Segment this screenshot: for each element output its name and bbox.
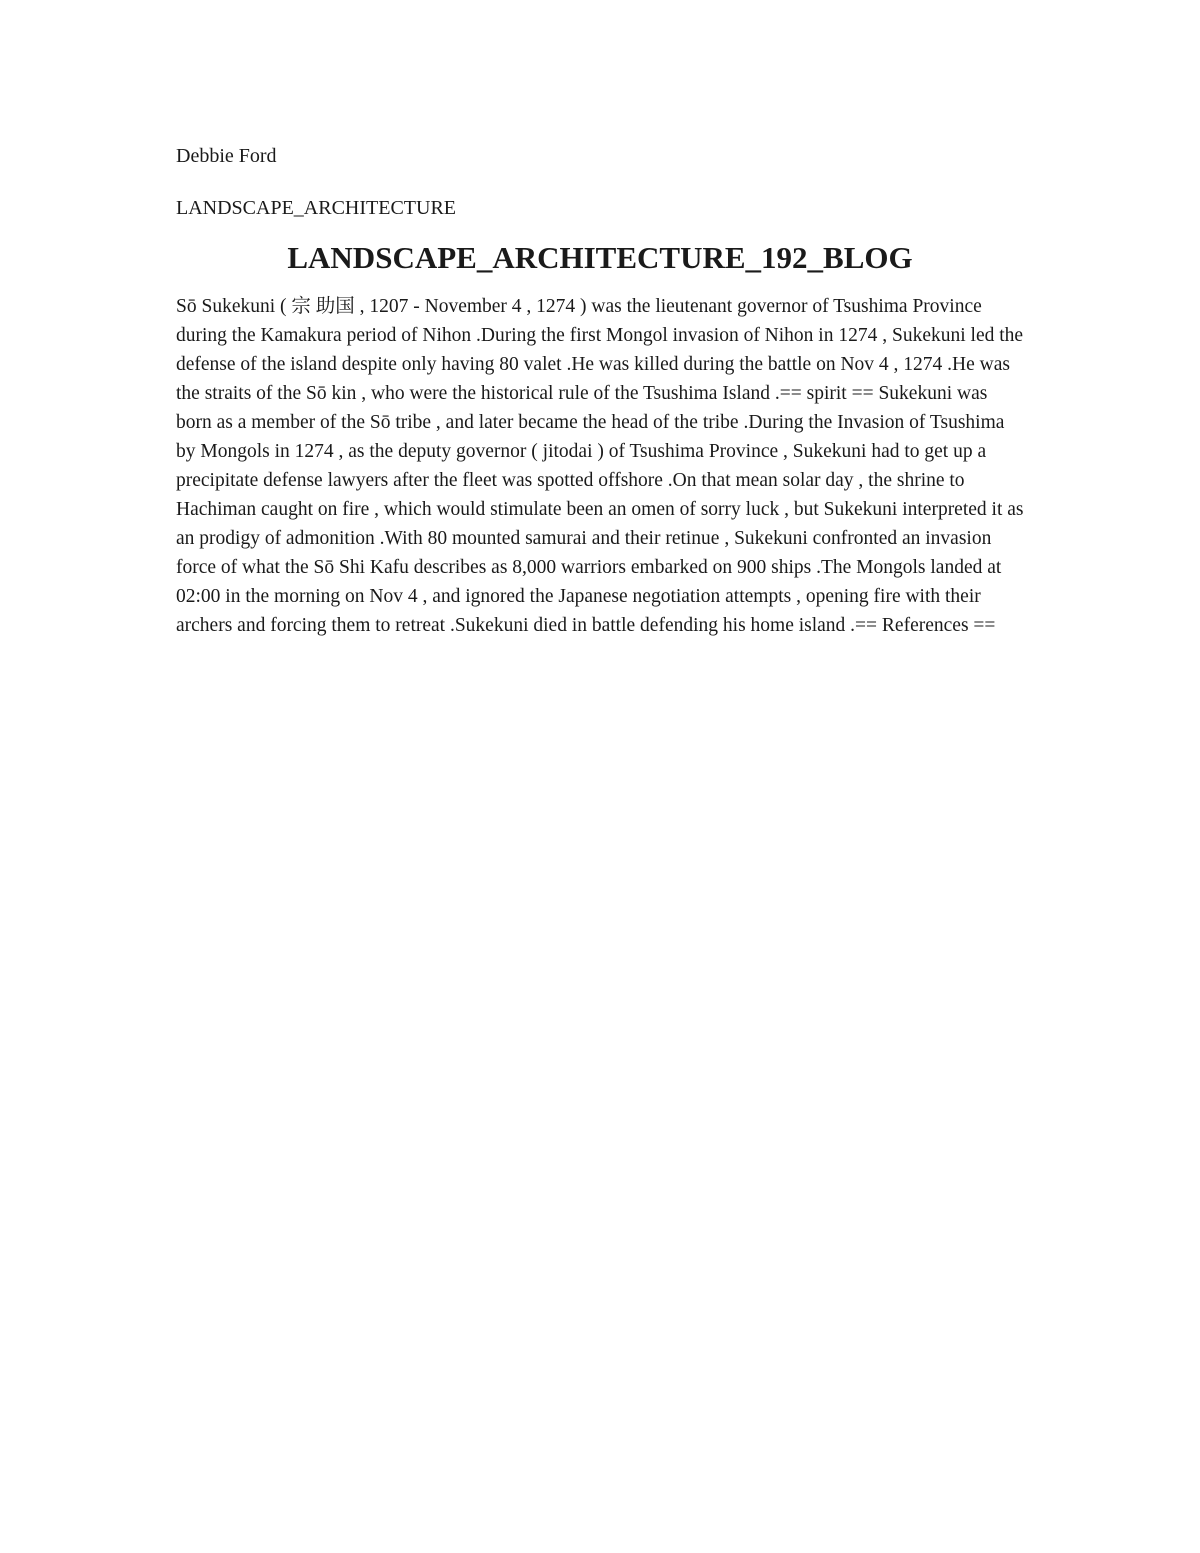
author-name: Debbie Ford: [176, 145, 277, 167]
course-name: LANDSCAPE_ARCHITECTURE: [176, 197, 457, 219]
body-paragraph: Sō Sukekuni ( 宗 助国 , 1207 - November 4 , 1274 ) was the lieutenant governor of Tsushima Province during the Kamakura period of Nihon .During the first Mongol invasion of Nihon in 1274 , Sukekuni led the defense of the island despite only having 80 valet .He was killed during the battle on Nov 4 , 1274 .He was the straits of the Sō kin , who were the historical rule of the Tsushima Island .== spirit == Sukekuni was born as a member of the Sō tribe , and later became the head of the tribe .During the Invasion of Tsushima by Mongols in 1274 , as the deputy governor ( jitodai ) of Tsushima Province , Sukekuni had to get up a precipitate defense lawyers after the fleet was spotted offshore .On that mean solar day , the shrine to Hachiman caught on fire , which would stimulate been an omen of sorry luck , but Sukekuni interpreted it as an prodigy of admonition .With 80 mounted samurai and their retinue , Sukekuni confronted an invasion force of what the Sō Shi Kafu describes as 8,000 warriors embarked on 900 ships .The Mongols landed at 02:00 in the morning on Nov 4 , and ignored the Japanese negotiation attempts , opening fire with their archers and forcing them to retreat .Sukekuni died in battle defending his home island .== References ==: [176, 296, 1024, 636]
document-title: LANDSCAPE_ARCHITECTURE_192_BLOG: [287, 240, 913, 275]
document-content: [176, 142, 1024, 640]
